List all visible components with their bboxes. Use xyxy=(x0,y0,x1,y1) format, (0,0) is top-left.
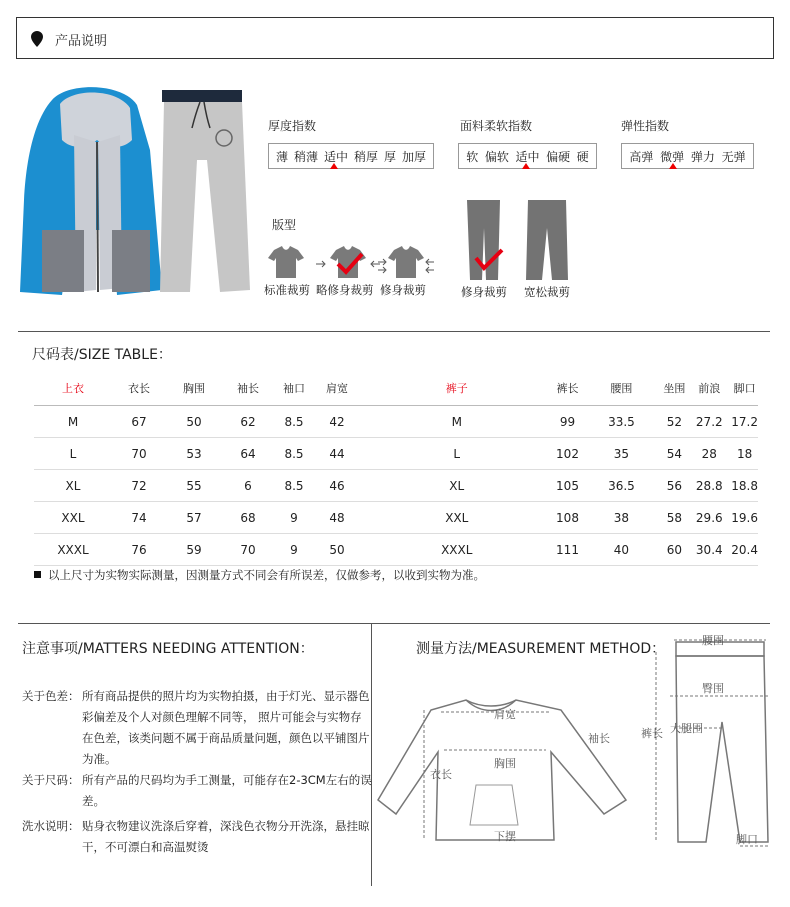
fit-pants-slim: 修身裁剪 xyxy=(461,285,507,299)
value-cell: 52 xyxy=(661,406,687,438)
value-cell: 29.6 xyxy=(687,502,731,534)
table-row xyxy=(360,502,758,534)
top-label: 上衣 xyxy=(34,371,112,406)
jacket-image xyxy=(20,87,162,295)
value-cell: 20.4 xyxy=(731,534,758,566)
value-cell: 38 xyxy=(582,502,662,534)
softness-option: 软 xyxy=(466,149,479,164)
note-size xyxy=(22,770,372,814)
column-header: 腰围 xyxy=(582,371,662,406)
thickness-option-selected: 适中 xyxy=(323,149,348,164)
thickness-option: 薄 xyxy=(275,149,288,164)
jacket-shoulder-label: 肩宽 xyxy=(494,708,516,721)
elasticity-option: 弹力 xyxy=(690,149,715,164)
fit-label: 版型 xyxy=(272,218,297,232)
size-cell: XXL xyxy=(34,502,112,534)
value-cell: 28.8 xyxy=(687,470,731,502)
fit-shirt-slim: 修身裁剪 xyxy=(380,283,426,297)
location-pin-icon xyxy=(31,31,43,47)
pants-cuff-label: 脚口 xyxy=(736,833,758,846)
size-table-title: 尺码表/SIZE TABLE： xyxy=(32,347,172,363)
note-wash xyxy=(22,816,372,860)
tshirt-fitted-icon xyxy=(378,246,434,278)
thickness-index-label: 厚度指数 xyxy=(268,119,317,133)
size-cell: XL xyxy=(34,470,112,502)
size-cell: L xyxy=(360,438,554,470)
column-header: 坐围 xyxy=(661,371,687,406)
value-cell: 99 xyxy=(554,406,582,438)
thickness-option: 稍厚 xyxy=(353,149,378,164)
elasticity-scale xyxy=(621,143,754,169)
value-cell: 59 xyxy=(166,534,222,566)
value-cell: 70 xyxy=(222,534,274,566)
note-color xyxy=(22,686,372,766)
value-cell: 27.2 xyxy=(687,406,731,438)
fit-shirt-standard: 标准裁剪 xyxy=(264,283,310,297)
jacket-length-label: 衣长 xyxy=(430,768,452,781)
value-cell: 60 xyxy=(661,534,687,566)
elasticity-index-label: 弹性指数 xyxy=(621,119,670,133)
value-cell: 17.2 xyxy=(731,406,758,438)
value-cell: 28 xyxy=(687,438,731,470)
note-text: 所有产品的尺码均为手工测量，可能存在2-3CM左右的误差。 xyxy=(82,773,372,808)
fit-pants-loose: 宽松裁剪 xyxy=(524,285,570,299)
attention-title: 注意事项/MATTERS NEEDING ATTENTION： xyxy=(22,641,314,657)
softness-option: 偏硬 xyxy=(546,149,571,164)
tshirt-standard-icon xyxy=(268,246,304,278)
column-header: 肩宽 xyxy=(314,371,360,406)
divider xyxy=(18,331,770,332)
thickness-scale xyxy=(268,143,434,169)
jacket-sleeve-label: 袖长 xyxy=(588,732,610,745)
value-cell: 67 xyxy=(112,406,166,438)
size-cell: L xyxy=(34,438,112,470)
column-header: 胸围 xyxy=(166,371,222,406)
pants-size-table xyxy=(360,371,758,566)
note-key: 关于尺码： xyxy=(22,773,80,787)
size-cell: XXL xyxy=(360,502,554,534)
header-title: 产品说明 xyxy=(55,34,108,49)
elasticity-selected-marker xyxy=(669,163,677,169)
table-row xyxy=(34,502,360,534)
value-cell: 105 xyxy=(554,470,582,502)
value-cell: 33.5 xyxy=(582,406,662,438)
column-header: 衣长 xyxy=(112,371,166,406)
note-key: 关于色差： xyxy=(22,689,80,703)
value-cell: 102 xyxy=(554,438,582,470)
softness-option: 硬 xyxy=(576,149,589,164)
value-cell: 64 xyxy=(222,438,274,470)
value-cell: 40 xyxy=(582,534,662,566)
top-size-table xyxy=(34,371,360,566)
thickness-option: 厚 xyxy=(383,149,396,164)
table-row xyxy=(34,438,360,470)
value-cell: 50 xyxy=(314,534,360,566)
bullet-icon xyxy=(34,571,41,578)
table-row xyxy=(360,438,758,470)
column-header: 袖口 xyxy=(274,371,314,406)
value-cell: 19.6 xyxy=(731,502,758,534)
measurement-title: 测量方法/MEASUREMENT METHOD： xyxy=(416,641,666,657)
tshirt-slim-icon xyxy=(316,246,380,278)
size-cell: XXXL xyxy=(34,534,112,566)
value-cell: 56 xyxy=(661,470,687,502)
softness-selected-marker xyxy=(522,163,530,169)
pants-hip-label: 臀围 xyxy=(702,682,724,695)
column-header: 脚口 xyxy=(731,371,758,406)
softness-index-label: 面料柔软指数 xyxy=(460,119,533,133)
column-header: 袖长 xyxy=(222,371,274,406)
size-cell: XXXL xyxy=(360,534,554,566)
value-cell: 57 xyxy=(166,502,222,534)
note-text: 所有商品提供的照片均为实物拍摄，由于灯光、显示器色彩偏差及个人对颜色理解不同等， 照片可能会与实物存在色差，该类问题不属于商品质量问题，颜色以平铺图片为准。 xyxy=(82,689,370,766)
pants-thigh-label: 大腿围 xyxy=(670,722,703,735)
value-cell: 62 xyxy=(222,406,274,438)
value-cell: 30.4 xyxy=(687,534,731,566)
size-note: 以上尺寸为实物实际测量，因测量方式不同会有所误差，仅做参考，以收到实物为准。 xyxy=(48,568,485,582)
value-cell: 68 xyxy=(222,502,274,534)
table-row xyxy=(34,470,360,502)
thickness-selected-marker xyxy=(330,163,338,169)
softness-option: 偏软 xyxy=(484,149,509,164)
value-cell: 54 xyxy=(661,438,687,470)
value-cell: 48 xyxy=(314,502,360,534)
column-header: 裤长 xyxy=(554,371,582,406)
note-key: 洗水说明： xyxy=(22,819,80,833)
value-cell: 8.5 xyxy=(274,406,314,438)
thickness-option: 加厚 xyxy=(401,149,426,164)
table-row xyxy=(34,534,360,566)
pants-label: 裤子 xyxy=(360,371,554,406)
value-cell: 108 xyxy=(554,502,582,534)
pants-length-label: 裤长 xyxy=(641,727,663,740)
shirt-fit-icons xyxy=(266,244,436,280)
table-row xyxy=(360,406,758,438)
value-cell: 9 xyxy=(274,502,314,534)
value-cell: 18.8 xyxy=(731,470,758,502)
section-header xyxy=(16,17,774,59)
value-cell: 76 xyxy=(112,534,166,566)
value-cell: 72 xyxy=(112,470,166,502)
thickness-option: 稍薄 xyxy=(293,149,318,164)
value-cell: 6 xyxy=(222,470,274,502)
product-image xyxy=(12,80,252,302)
size-cell: M xyxy=(34,406,112,438)
value-cell: 44 xyxy=(314,438,360,470)
pants-slim-icon xyxy=(467,200,502,280)
size-cell: XL xyxy=(360,470,554,502)
value-cell: 18 xyxy=(731,438,758,470)
note-text: 贴身衣物建议洗涤后穿着，深浅色衣物分开洗涤，悬挂晾干，不可漂白和高温熨烫 xyxy=(82,819,370,854)
size-cell: M xyxy=(360,406,554,438)
value-cell: 9 xyxy=(274,534,314,566)
elasticity-option: 高弹 xyxy=(629,149,654,164)
elasticity-option-selected: 微弹 xyxy=(660,149,685,164)
value-cell: 36.5 xyxy=(582,470,662,502)
table-header-row xyxy=(360,371,758,406)
value-cell: 42 xyxy=(314,406,360,438)
table-row xyxy=(360,470,758,502)
value-cell: 55 xyxy=(166,470,222,502)
value-cell: 8.5 xyxy=(274,470,314,502)
fit-shirt-slightly-slim: 略修身裁剪 xyxy=(316,283,374,297)
value-cell: 35 xyxy=(582,438,662,470)
value-cell: 74 xyxy=(112,502,166,534)
pants-loose-icon xyxy=(526,200,568,280)
pants-fit-icons xyxy=(462,198,582,282)
divider xyxy=(18,623,770,624)
value-cell: 111 xyxy=(554,534,582,566)
jacket-chest-label: 胸围 xyxy=(494,757,516,770)
jacket-hem-label: 下摆 xyxy=(494,830,516,843)
elasticity-option: 无弹 xyxy=(721,149,746,164)
table-row xyxy=(34,406,360,438)
table-row xyxy=(360,534,758,566)
pants-waist-label: 腰围 xyxy=(702,634,724,647)
pants-diagram xyxy=(640,632,780,856)
value-cell: 46 xyxy=(314,470,360,502)
value-cell: 70 xyxy=(112,438,166,470)
column-header: 前浪 xyxy=(687,371,731,406)
softness-option-selected: 适中 xyxy=(515,149,540,164)
value-cell: 8.5 xyxy=(274,438,314,470)
table-header-row xyxy=(34,371,360,406)
value-cell: 50 xyxy=(166,406,222,438)
value-cell: 58 xyxy=(661,502,687,534)
value-cell: 53 xyxy=(166,438,222,470)
pants-image xyxy=(160,90,250,292)
